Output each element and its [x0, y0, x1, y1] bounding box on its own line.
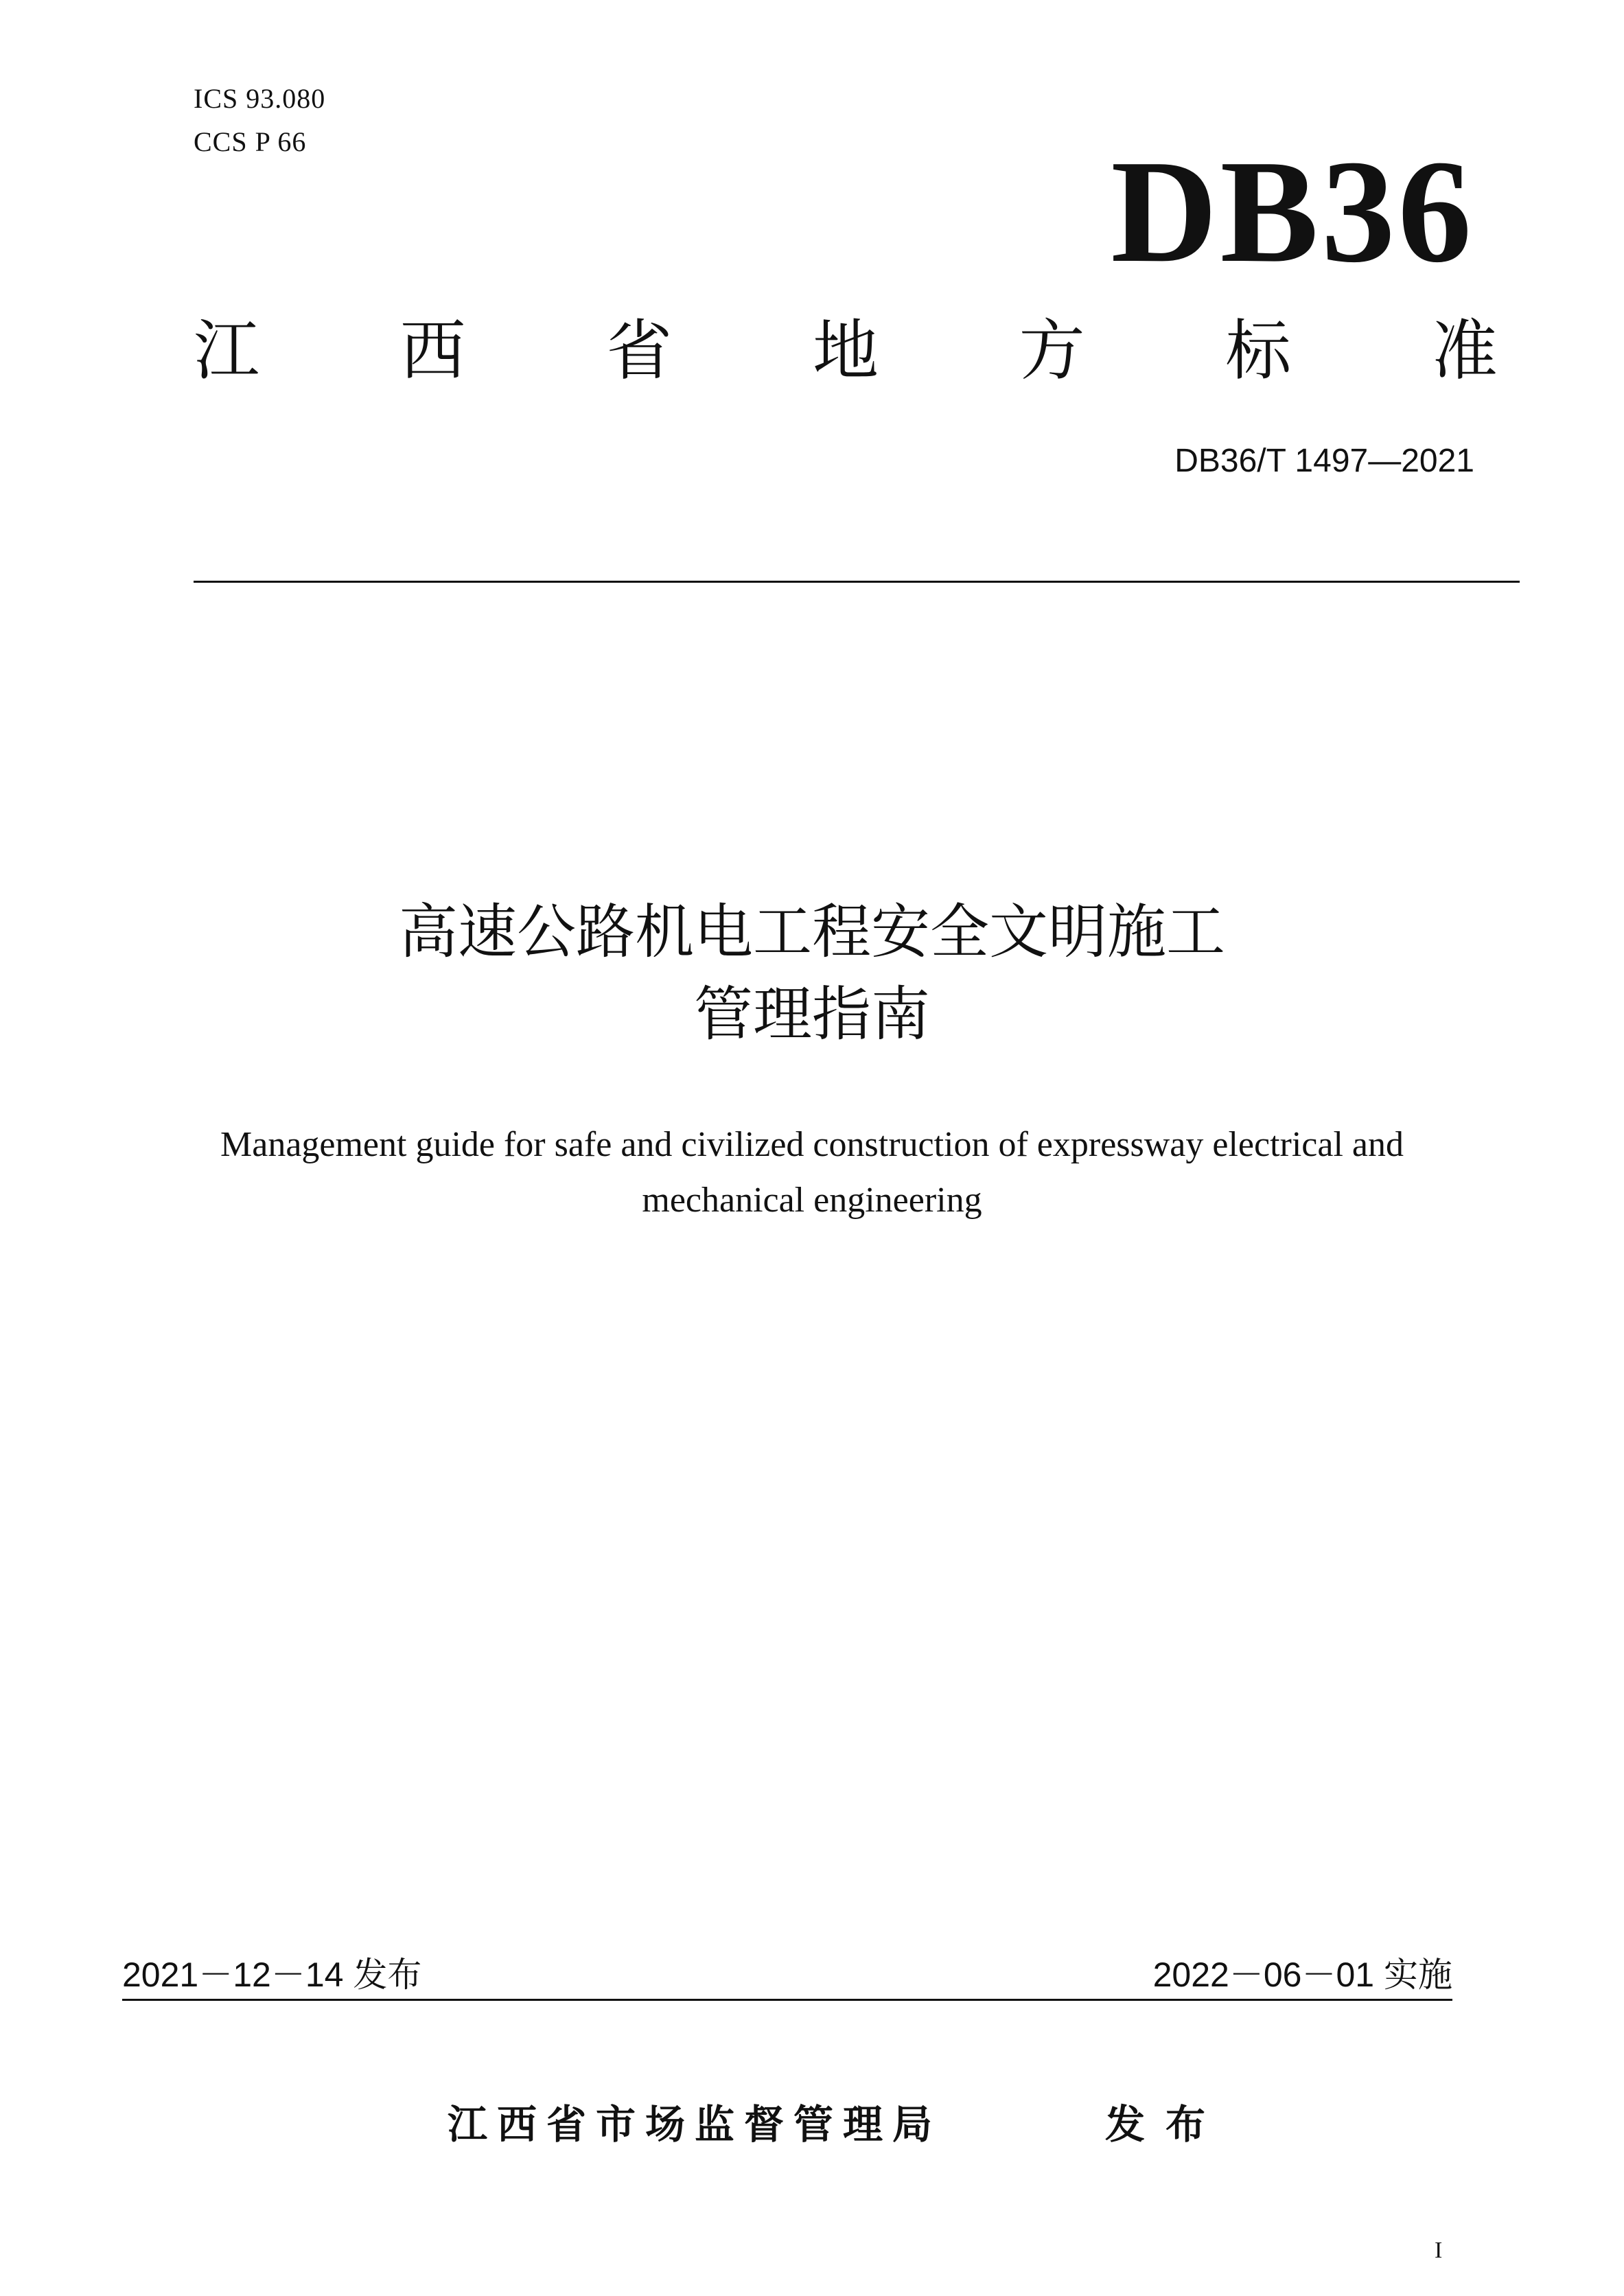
- title-chinese-line: 高速公路机电工程安全文明施工: [399, 898, 1225, 966]
- standard-type-heading: [194, 312, 1498, 389]
- standard-type-char: 方: [1019, 312, 1085, 389]
- ics-code: ICS 93.080: [194, 83, 326, 114]
- standard-type-char: 西: [399, 312, 466, 389]
- standard-type-char: 江: [194, 312, 259, 389]
- title-english-line: mechanical engineering: [642, 1180, 982, 1220]
- issue-date-label: 发布: [353, 1955, 422, 1995]
- top-divider: [194, 581, 1520, 583]
- implementation-date-value: 2022－06－01: [1152, 1956, 1375, 1994]
- title-english: [137, 1117, 1487, 1228]
- ccs-code: CCS P 66: [194, 126, 307, 157]
- standard-number: DB36/T 1497—2021: [1174, 443, 1474, 479]
- publisher-name: 江西省市场监督管理局: [448, 2101, 942, 2148]
- title-english-line: Management guide for safe and civilized construction of expressway electrical and: [220, 1125, 1404, 1164]
- standard-type-char: 省: [606, 312, 673, 389]
- issue-date: [122, 1955, 422, 1995]
- implementation-date: [1152, 1955, 1452, 1995]
- publish-label: 发布: [1105, 2101, 1227, 2148]
- title-chinese: [0, 891, 1624, 1056]
- issue-date-value: 2021－12－14: [122, 1956, 344, 1994]
- title-chinese-line: 管理指南: [694, 980, 930, 1050]
- standard-type-char: 标: [1225, 312, 1292, 389]
- bottom-divider: [122, 1999, 1452, 2001]
- db-code-logo: DB36: [1111, 129, 1474, 293]
- standard-type-char: 地: [812, 312, 879, 389]
- implementation-date-label: 实施: [1384, 1955, 1452, 1995]
- standard-type-char: 准: [1431, 312, 1498, 389]
- page-number: I: [1435, 2238, 1443, 2263]
